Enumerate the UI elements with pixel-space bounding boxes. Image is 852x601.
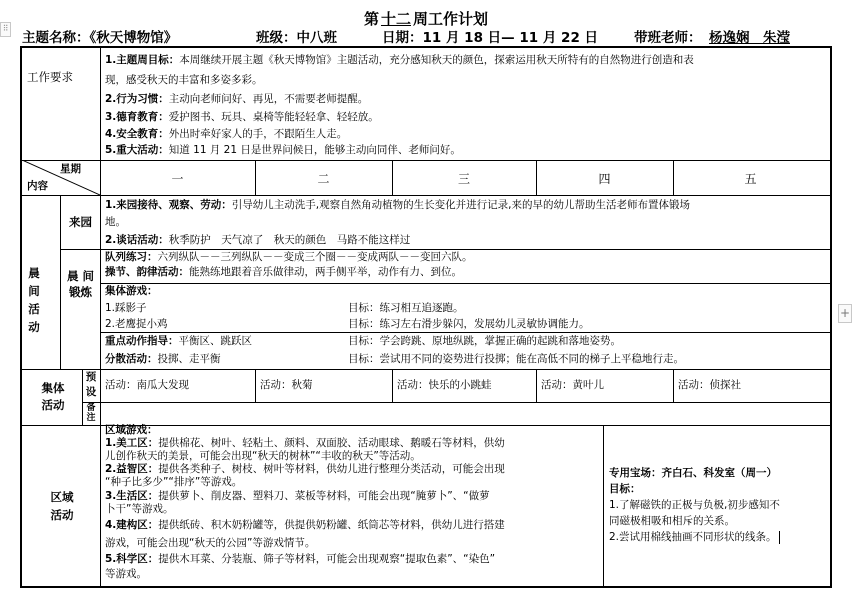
game-goal: 目标：练习相互追逐跑。 <box>348 302 464 314</box>
queue-practice: 队列练习：六列纵队－－三列纵队－－变成三个圈－－变成两队－－变回六队。 <box>105 251 473 263</box>
special-goal: 同磁极相吸和相斥的关系。 <box>609 515 735 527</box>
group-activity: 活动：南瓜大发现 <box>105 379 189 391</box>
text-cursor <box>779 531 780 544</box>
area-game-line: 卜干”等游戏。 <box>105 503 174 515</box>
group-activity: 活动：黄叶儿 <box>541 379 604 391</box>
area-game-line: 3.生活区：提供萝卜、削皮器、塑料刀、菜板等材料，可能会出现“腌萝卜”、“做萝 <box>105 490 490 502</box>
special-room-head: 专用宝场：齐白石、科发室（周一） <box>609 467 777 479</box>
requirement-item: 现，感受秋天的丰富和多姿多彩。 <box>105 74 263 86</box>
theme-name: 主题名称：《秋天博物馆》 <box>22 30 178 46</box>
group-activity: 活动：秋菊 <box>260 379 313 391</box>
area-game-line: 1.美工区：提供棉花、树叶、轻粘土、颜料、双面胶、活动眼球、鹅暖石等材料，供幼 <box>105 437 505 449</box>
collective-games-head: 集体游戏： <box>105 285 158 297</box>
note-label: 备 注 <box>86 403 96 423</box>
requirement-item: 3.德育教育：爱护图书、玩具、桌椅等能轻轻拿、轻轻放。 <box>105 111 379 123</box>
game-name: 1.踩影子 <box>105 302 147 314</box>
requirements-label: 工作要求 <box>27 70 73 84</box>
teacher-label: 带班老师： <box>634 30 702 46</box>
group-activity: 活动：快乐的小跳蛙 <box>397 379 492 391</box>
area-section-label: 区域 活动 <box>50 490 74 522</box>
area-game-line: 2.益智区：提供各类种子、树枝、树叶等材料，供幼儿进行整理分类活动，可能会出现 <box>105 463 505 475</box>
area-game-line: “种子比多少”“排序”等游戏。 <box>105 476 243 488</box>
area-game-line: 儿创作秋天的美景，可能会出现“秋天的树林”“丰收的秋天”等活动。 <box>105 450 421 462</box>
preset-label: 预 设 <box>85 371 97 398</box>
day-header: 三 <box>457 172 470 186</box>
date-range: 日期：11 月 18 日— 11 月 22 日 <box>382 30 599 46</box>
arrival-line: 地。 <box>105 216 126 228</box>
day-header: 五 <box>744 172 757 186</box>
special-goal: 1.了解磁铁的正极与负极,初步感知不 <box>609 499 780 511</box>
group-activity: 活动：侦探社 <box>678 379 741 391</box>
area-games-head: 区域游戏： <box>105 424 158 436</box>
area-game-line: 4.建构区：提供纸砖、积木奶粉罐等，供提供奶粉罐、纸筒芯等材料，供幼儿进行搭建 <box>105 519 505 531</box>
game-goal: 目标：练习左右滑步躲闪，发展幼儿灵敏协调能力。 <box>348 318 590 330</box>
content-label: 内容 <box>27 180 48 192</box>
area-game-line: 等游戏。 <box>105 568 147 580</box>
exercise-label: 晨 间 锻炼 <box>66 269 94 299</box>
focus-guidance: 重点动作指导：平衡区、跳跃区 <box>105 335 252 347</box>
requirement-item: 4.安全教育：外出时牵好家人的手，不跟陌生人走。 <box>105 128 348 140</box>
arrival-label: 来园 <box>69 215 92 229</box>
requirement-item: 5.重大活动：知道 11 月 21 日是世界问候日，能够主动向同伴、老师问好。 <box>105 144 461 156</box>
game-name: 2.老鹰捉小鸡 <box>105 318 168 330</box>
page-title: 第 十二 周工作计划 <box>363 10 489 28</box>
drag-handle-icon[interactable]: ⠿ <box>0 22 11 37</box>
group-section-label: 集体 活动 <box>41 381 65 412</box>
day-header: 一 <box>171 172 184 186</box>
special-goal-head: 目标： <box>609 483 641 495</box>
requirement-item: 2.行为习惯：主动向老师问好、再见，不需要老师提醒。 <box>105 93 369 105</box>
split-goal: 目标：尝试用不同的姿势进行投掷；能在高低不同的梯子上平稳地行走。 <box>348 353 684 365</box>
day-header: 四 <box>598 172 611 186</box>
drill-activity: 操节、韵律活动：能熟练地跟着音乐做律动，两手侧平举，动作有力、到位。 <box>105 266 462 278</box>
weekday-label: 星期 <box>60 163 81 175</box>
arrival-line: 2.谈话活动：秋季防护 天气凉了 秋天的颜色 马路不能这样过 <box>105 234 411 246</box>
area-game-line: 游戏，可能会出现“秋天的公园”等游戏情节。 <box>105 537 316 549</box>
split-activity: 分散活动：投掷、走平衡 <box>105 353 221 365</box>
area-game-line: 5.科学区：提供木耳菜、分装瓶、筛子等材料，可能会出现观察“提取色素”、“染色” <box>105 553 496 565</box>
add-column-icon[interactable]: + <box>838 304 852 323</box>
arrival-line: 1.来园接待、观察、劳动：引导幼儿主动洗手,观察自然角动植物的生长变化并进行记录,来的早的幼儿帮助生活老师布置体锻场 <box>105 199 690 211</box>
requirement-item: 1.主题周目标：本周继续开展主题《秋天博物馆》主题活动，充分感知秋天的颜色，探索运用秋天所特有的自然物进行创造和表 <box>105 54 694 66</box>
focus-goal: 目标：学会跨跳、原地纵跳，掌握正确的起跳和落地姿势。 <box>348 335 621 347</box>
teacher-names: 杨逸娴 朱滢 <box>709 30 790 46</box>
class-name: 班级：中八班 <box>256 30 337 46</box>
special-goal[interactable]: 2.尝试用棉线抽画不同形状的线条。 <box>609 530 780 545</box>
morning-section-label: 晨 间 活 动 <box>28 266 40 334</box>
day-header: 二 <box>317 172 330 186</box>
